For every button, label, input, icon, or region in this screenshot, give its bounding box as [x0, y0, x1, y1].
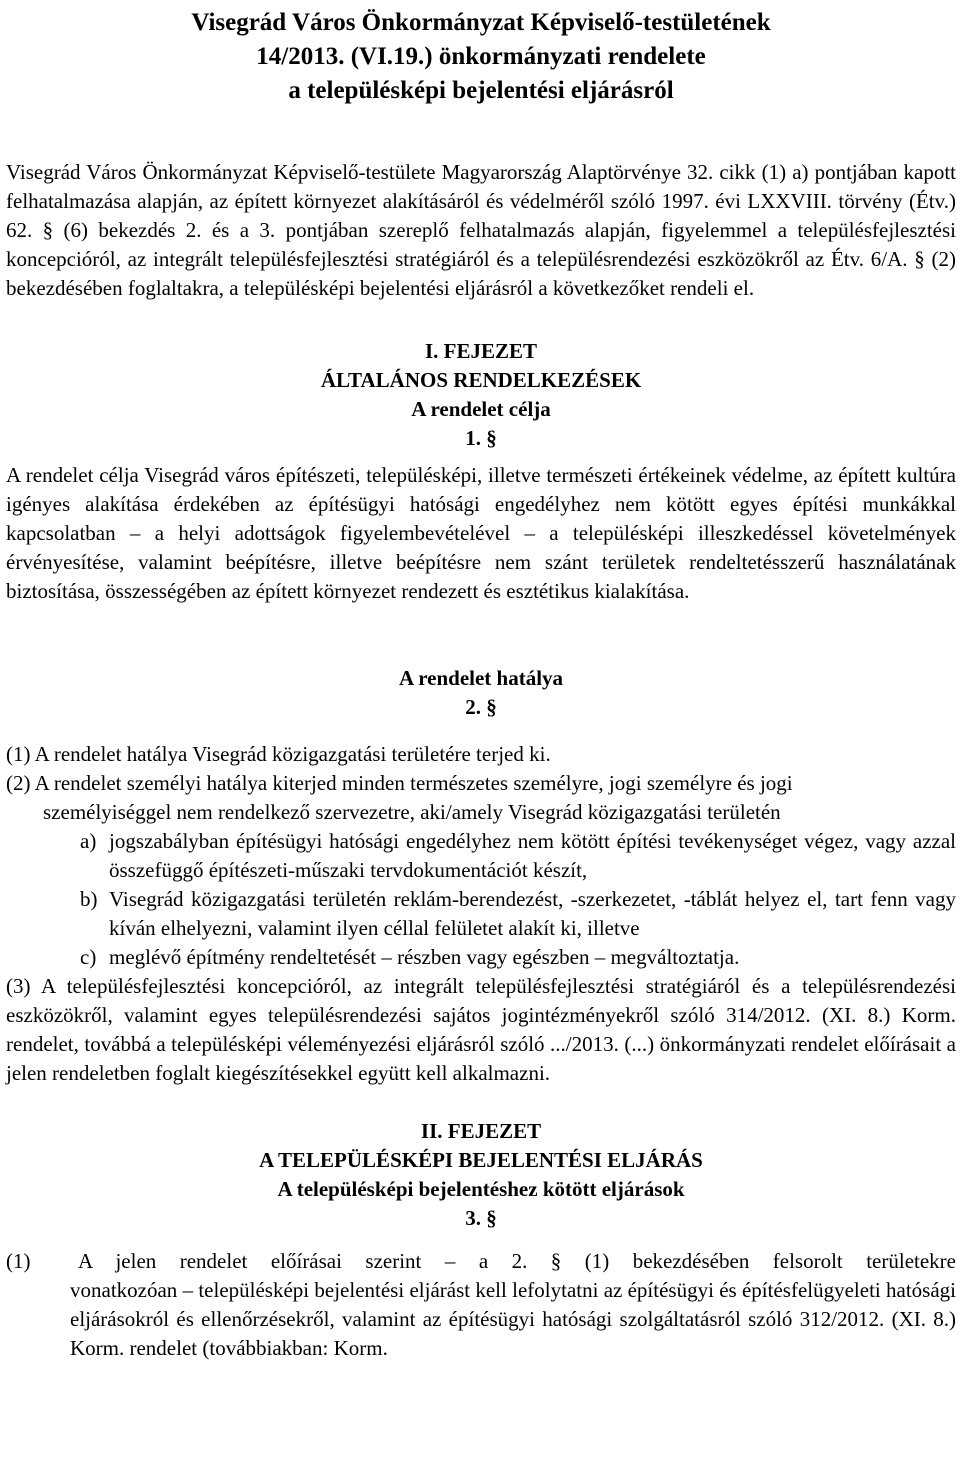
section-1-title: A rendelet célja [411, 397, 551, 421]
paragraph-2-list [6, 827, 956, 972]
chapter-1-title: ÁLTALÁNOS RENDELKEZÉSEK [320, 368, 642, 392]
paragraph-1-label: (1) [6, 1249, 31, 1273]
section-1-number: 1. § [465, 426, 497, 450]
paragraph-2-label: (2) [6, 771, 31, 795]
paragraph-2-text: A rendelet személyi hatálya kiterjed minden természetes személyre, jogi személyre és jogi [34, 771, 793, 795]
paragraph-1-first-line: A jelen rendelet előírásai szerint – a 2. § (1) bekezdésében felsorolt területekre [78, 1249, 956, 1273]
list-item-text: jogszabályban építésügyi hatósági engedélyhez nem kötött építési tevékenységet végez, vagy azzal összefüggő építészeti-műszaki tervdokumentációt készít, [109, 829, 956, 882]
document-page [6, 6, 956, 1363]
list-item-a [6, 827, 956, 885]
list-item-c [6, 943, 956, 972]
title-line-3: a településképi bejelentési eljárásról [288, 77, 674, 104]
title-line-1: Visegrád Város Önkormányzat Képviselő-testületének [191, 9, 771, 36]
section-2-heading [6, 664, 956, 722]
document-title [6, 6, 956, 108]
section-2-paragraph-1: (1) A rendelet hatálya Visegrád közigazgatási területére terjed ki. [6, 742, 551, 766]
chapter-1-label: I. FEJEZET [424, 339, 538, 363]
chapter-1-heading [6, 337, 956, 453]
list-item-text: Visegrád közigazgatási területén reklám-berendezést, -szerkezetet, -táblát helyez el, tart fenn vagy kíván elhelyezni, valamint ilyen céllal felületet alakít ki, illetve [109, 887, 956, 940]
list-item-text: meglévő építmény rendeltetését – részben vagy egészben – megváltoztatja. [109, 945, 740, 969]
paragraph-2-continuation: személyiséggel nem rendelkező szervezetre, aki/amely Visegrád közigazgatási területén [43, 800, 781, 824]
section-2-paragraph-2 [6, 769, 956, 798]
section-3-paragraph-1 [6, 1247, 956, 1276]
preamble: Visegrád Város Önkormányzat Képviselő-testülete Magyarország Alaptörvénye 32. cikk (1) a) pontjában kapott felhatalmazása alapján, az épített környezet alakításáról és védelméről szóló 1997. évi LXXVIII. törvény (Étv.) 62. § (6) bekezdés 2. és a 3. pontjában szereplő felhatalmazás alapján, figyelemmel a településfejlesztési koncepcióról, az integrált településfejlesztési stratégiáról és a településrendezési eszközökről az Étv. 6/A. § (2) bekezdésében foglaltakra, a településképi bejelentési eljárásról a következőket rendeli el. [6, 160, 956, 300]
section-2-title: A rendelet hatálya [398, 666, 564, 690]
section-1-text: A rendelet célja Visegrád város építészeti, településképi, illetve természeti értékeinek védelme, az épített kultúra igényes alakítása érdekében az építésügyi hatósági engedélyhez nem kötött egyes építési munkákkal kapcsolatban – a helyi adottságok figyelembevételével – a településképi illeszkedéssel követelmények érvényesítése, valamint beépítésre, illetve beépítésre nem szánt területek rendeltetésszerű használatának biztosítása, összességében az épített környezet rendezett és esztétikus kialakítása. [6, 463, 956, 603]
section-3-number: 3. § [465, 1206, 497, 1230]
section-2-number: 2. § [465, 695, 497, 719]
section-3-title: A településképi bejelentéshez kötött eljárások [277, 1177, 685, 1201]
chapter-2-title: A TELEPÜLÉSKÉPI BEJELENTÉSI ELJÁRÁS [259, 1148, 703, 1172]
list-item-b [6, 885, 956, 943]
chapter-2-label: II. FEJEZET [420, 1119, 542, 1143]
section-3-paragraph-1-continuation: vonatkozóan – településképi bejelentési eljárást kell lefolytatni az építésügyi és építésfelügyeleti hatósági eljárásokról és ellenőrzésekről, valamint az építésügyi hatósági szolgáltatásról szóló 312/2012. (XI. 8.) Korm. rendelet (továbbiakban: Korm. [70, 1278, 956, 1360]
list-item-label: a) [80, 829, 97, 853]
list-item-label: c) [80, 945, 97, 969]
chapter-2-heading [6, 1117, 956, 1233]
section-2-paragraph-3: (3) A településfejlesztési koncepcióról, az integrált településfejlesztési stratégiáról és a településrendezési eszközökről, valamint egyes településrendezési sajátos jogintézményekről szóló 314/2012. (XI. 8.) Korm. rendelet, továbbá a településképi véleményezési eljárásról szóló .../2013. (...) önkormányzati rendelet előírásait a jelen rendeletben foglalt kiegészítésekkel együtt kell alkalmazni. [6, 974, 956, 1085]
title-line-2: 14/2013. (VI.19.) önkormányzati rendelete [256, 43, 706, 70]
list-item-label: b) [80, 887, 98, 911]
